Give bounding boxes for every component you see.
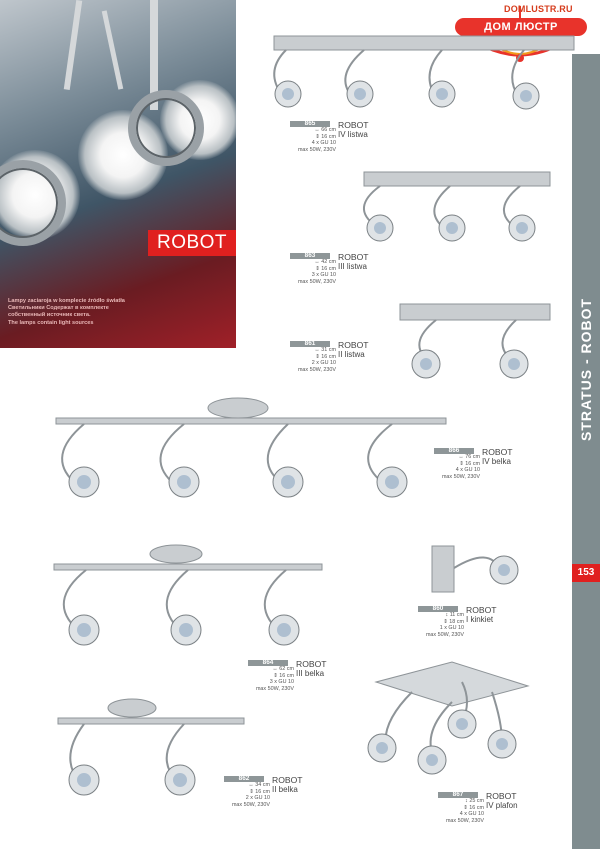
spec-height: ⇕ 18 cm <box>443 618 464 625</box>
product-name: ROBOT III listwa <box>338 252 369 271</box>
product-code: 861 <box>290 341 330 347</box>
side-strip <box>572 54 600 849</box>
spec-861 <box>290 341 382 373</box>
spec-width: ↔ 66 cm <box>314 127 336 134</box>
spec-bulbs: 1 x GU 10 <box>439 625 464 632</box>
spec-864 <box>248 660 340 692</box>
spec-width: ↔ 76 cm <box>458 454 480 461</box>
collection-tab: STRATUS - ROBOT <box>578 297 594 441</box>
spec-bulbs: 3 x GU 10 <box>269 679 294 686</box>
product-code: 867 <box>438 792 478 798</box>
spec-bulbs: 2 x GU 10 <box>245 795 270 802</box>
product-867-image <box>352 662 542 782</box>
product-code: 866 <box>434 448 474 454</box>
spec-height: ⇕ 16 cm <box>315 265 336 272</box>
product-name: ROBOT I kinkiet <box>466 605 497 624</box>
spec-bulbs: 4 x GU 10 <box>459 811 484 818</box>
lamp-arm <box>64 0 82 90</box>
spec-bulbs: 4 x GU 10 <box>311 140 336 147</box>
spec-width: ↔ 62 cm <box>272 666 294 673</box>
spec-bulbs: 4 x GU 10 <box>455 467 480 474</box>
product-name: ROBOT IV belka <box>482 447 513 466</box>
product-name: ROBOT IV plafon <box>486 791 518 810</box>
product-name: ROBOT II listwa <box>338 340 369 359</box>
spec-power: max 50W, 230V <box>297 278 336 285</box>
product-name: ROBOT II belka <box>272 775 303 794</box>
product-863-image <box>340 172 560 252</box>
spec-862 <box>224 776 316 808</box>
lamp-head <box>128 90 204 166</box>
product-861-image <box>396 304 556 384</box>
spec-power: max 50W, 230V <box>441 473 480 480</box>
product-860-image <box>430 536 550 606</box>
spec-863 <box>290 253 382 285</box>
product-name: ROBOT III belka <box>296 659 327 678</box>
spec-width: ↕ 11 cm <box>445 612 464 619</box>
hero-caption <box>8 298 230 327</box>
caption-line: Светильники Содержат в комплекте <box>8 305 109 312</box>
hero-title: ROBOT <box>148 230 236 256</box>
hero-photo <box>0 0 236 348</box>
spec-power: max 50W, 230V <box>297 146 336 153</box>
spec-865 <box>290 121 382 153</box>
spec-height: ⇕ 16 cm <box>459 460 480 467</box>
spec-power: max 50W, 230V <box>231 801 270 808</box>
spec-height: ⇕ 16 cm <box>463 804 484 811</box>
product-864-image <box>34 542 334 652</box>
product-name: ROBOT IV listwa <box>338 120 369 139</box>
brand-name: ДОМ ЛЮСТР <box>455 18 587 36</box>
spec-width: ↕ 25 cm <box>465 798 484 805</box>
product-code: 862 <box>224 776 264 782</box>
page-number: 153 <box>572 564 600 582</box>
spec-width: ↔ 34 cm <box>248 782 270 789</box>
spec-bulbs: 2 x GU 10 <box>311 360 336 367</box>
spec-height: ⇕ 16 cm <box>315 353 336 360</box>
spec-width: ↔ 31 cm <box>314 347 336 354</box>
spec-height: ⇕ 16 cm <box>273 672 294 679</box>
caption-line: Lampy zaciaroja w komplecie źródło światła <box>8 298 125 304</box>
spec-866 <box>434 448 526 480</box>
spec-power: max 50W, 230V <box>425 631 464 638</box>
lamp-arm <box>102 10 124 89</box>
product-code: 865 <box>290 121 330 127</box>
caption-line: The lamps contain light sources <box>8 319 94 326</box>
spec-height: ⇕ 16 cm <box>249 788 270 795</box>
product-code: 863 <box>290 253 330 259</box>
product-866-image <box>36 396 456 506</box>
spec-bulbs: 3 x GU 10 <box>311 272 336 279</box>
site-url[interactable]: DOMLUSTR.RU <box>504 4 573 14</box>
spec-867 <box>438 792 530 824</box>
spec-860 <box>418 606 510 638</box>
spec-width: ↔ 42 cm <box>314 259 336 266</box>
spec-power: max 50W, 230V <box>297 366 336 373</box>
product-code: 860 <box>418 606 458 612</box>
spec-power: max 50W, 230V <box>445 817 484 824</box>
product-code: 864 <box>248 660 288 666</box>
caption-line: собственный источник света. <box>8 312 91 319</box>
spec-height: ⇕ 16 cm <box>315 133 336 140</box>
spec-power: max 50W, 230V <box>255 685 294 692</box>
product-865-image <box>246 30 572 120</box>
